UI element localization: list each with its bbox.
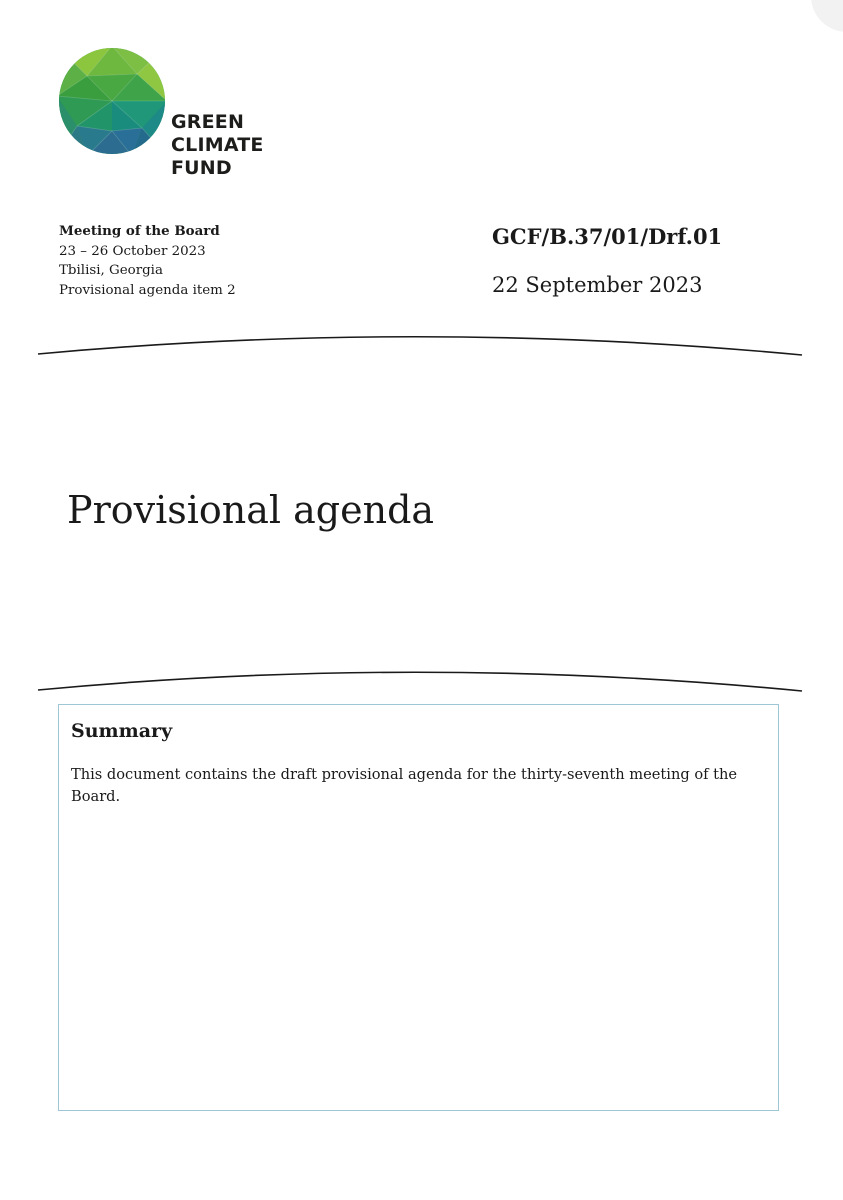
document-reference: GCF/B.37/01/Drf.01 [492, 224, 723, 249]
page-corner-shape [811, 0, 843, 32]
agenda-item: Provisional agenda item 2 [59, 282, 236, 298]
summary-heading: Summary [71, 720, 173, 742]
meeting-location: Tbilisi, Georgia [59, 263, 163, 278]
logo-line-climate: CLIMATE [171, 134, 264, 156]
bottom-divider-arc [0, 662, 843, 702]
top-divider-arc [0, 325, 843, 365]
meeting-title: Meeting of the Board [59, 223, 220, 239]
meeting-info [59, 222, 236, 300]
page-title: Provisional agenda [67, 488, 435, 532]
meeting-dates: 23 – 26 October 2023 [59, 243, 206, 259]
document-date: 22 September 2023 [492, 273, 703, 297]
logo-wordmark [171, 111, 264, 180]
logo-line-green: GREEN [171, 111, 245, 133]
summary-text: This document contains the draft provisional agenda for the thirty-seventh meeting of the Board. [71, 766, 738, 805]
logo-line-fund: FUND [171, 157, 232, 179]
globe-logo-icon [57, 46, 167, 156]
green-climate-fund-logo [57, 44, 287, 184]
summary-box [58, 704, 779, 1111]
